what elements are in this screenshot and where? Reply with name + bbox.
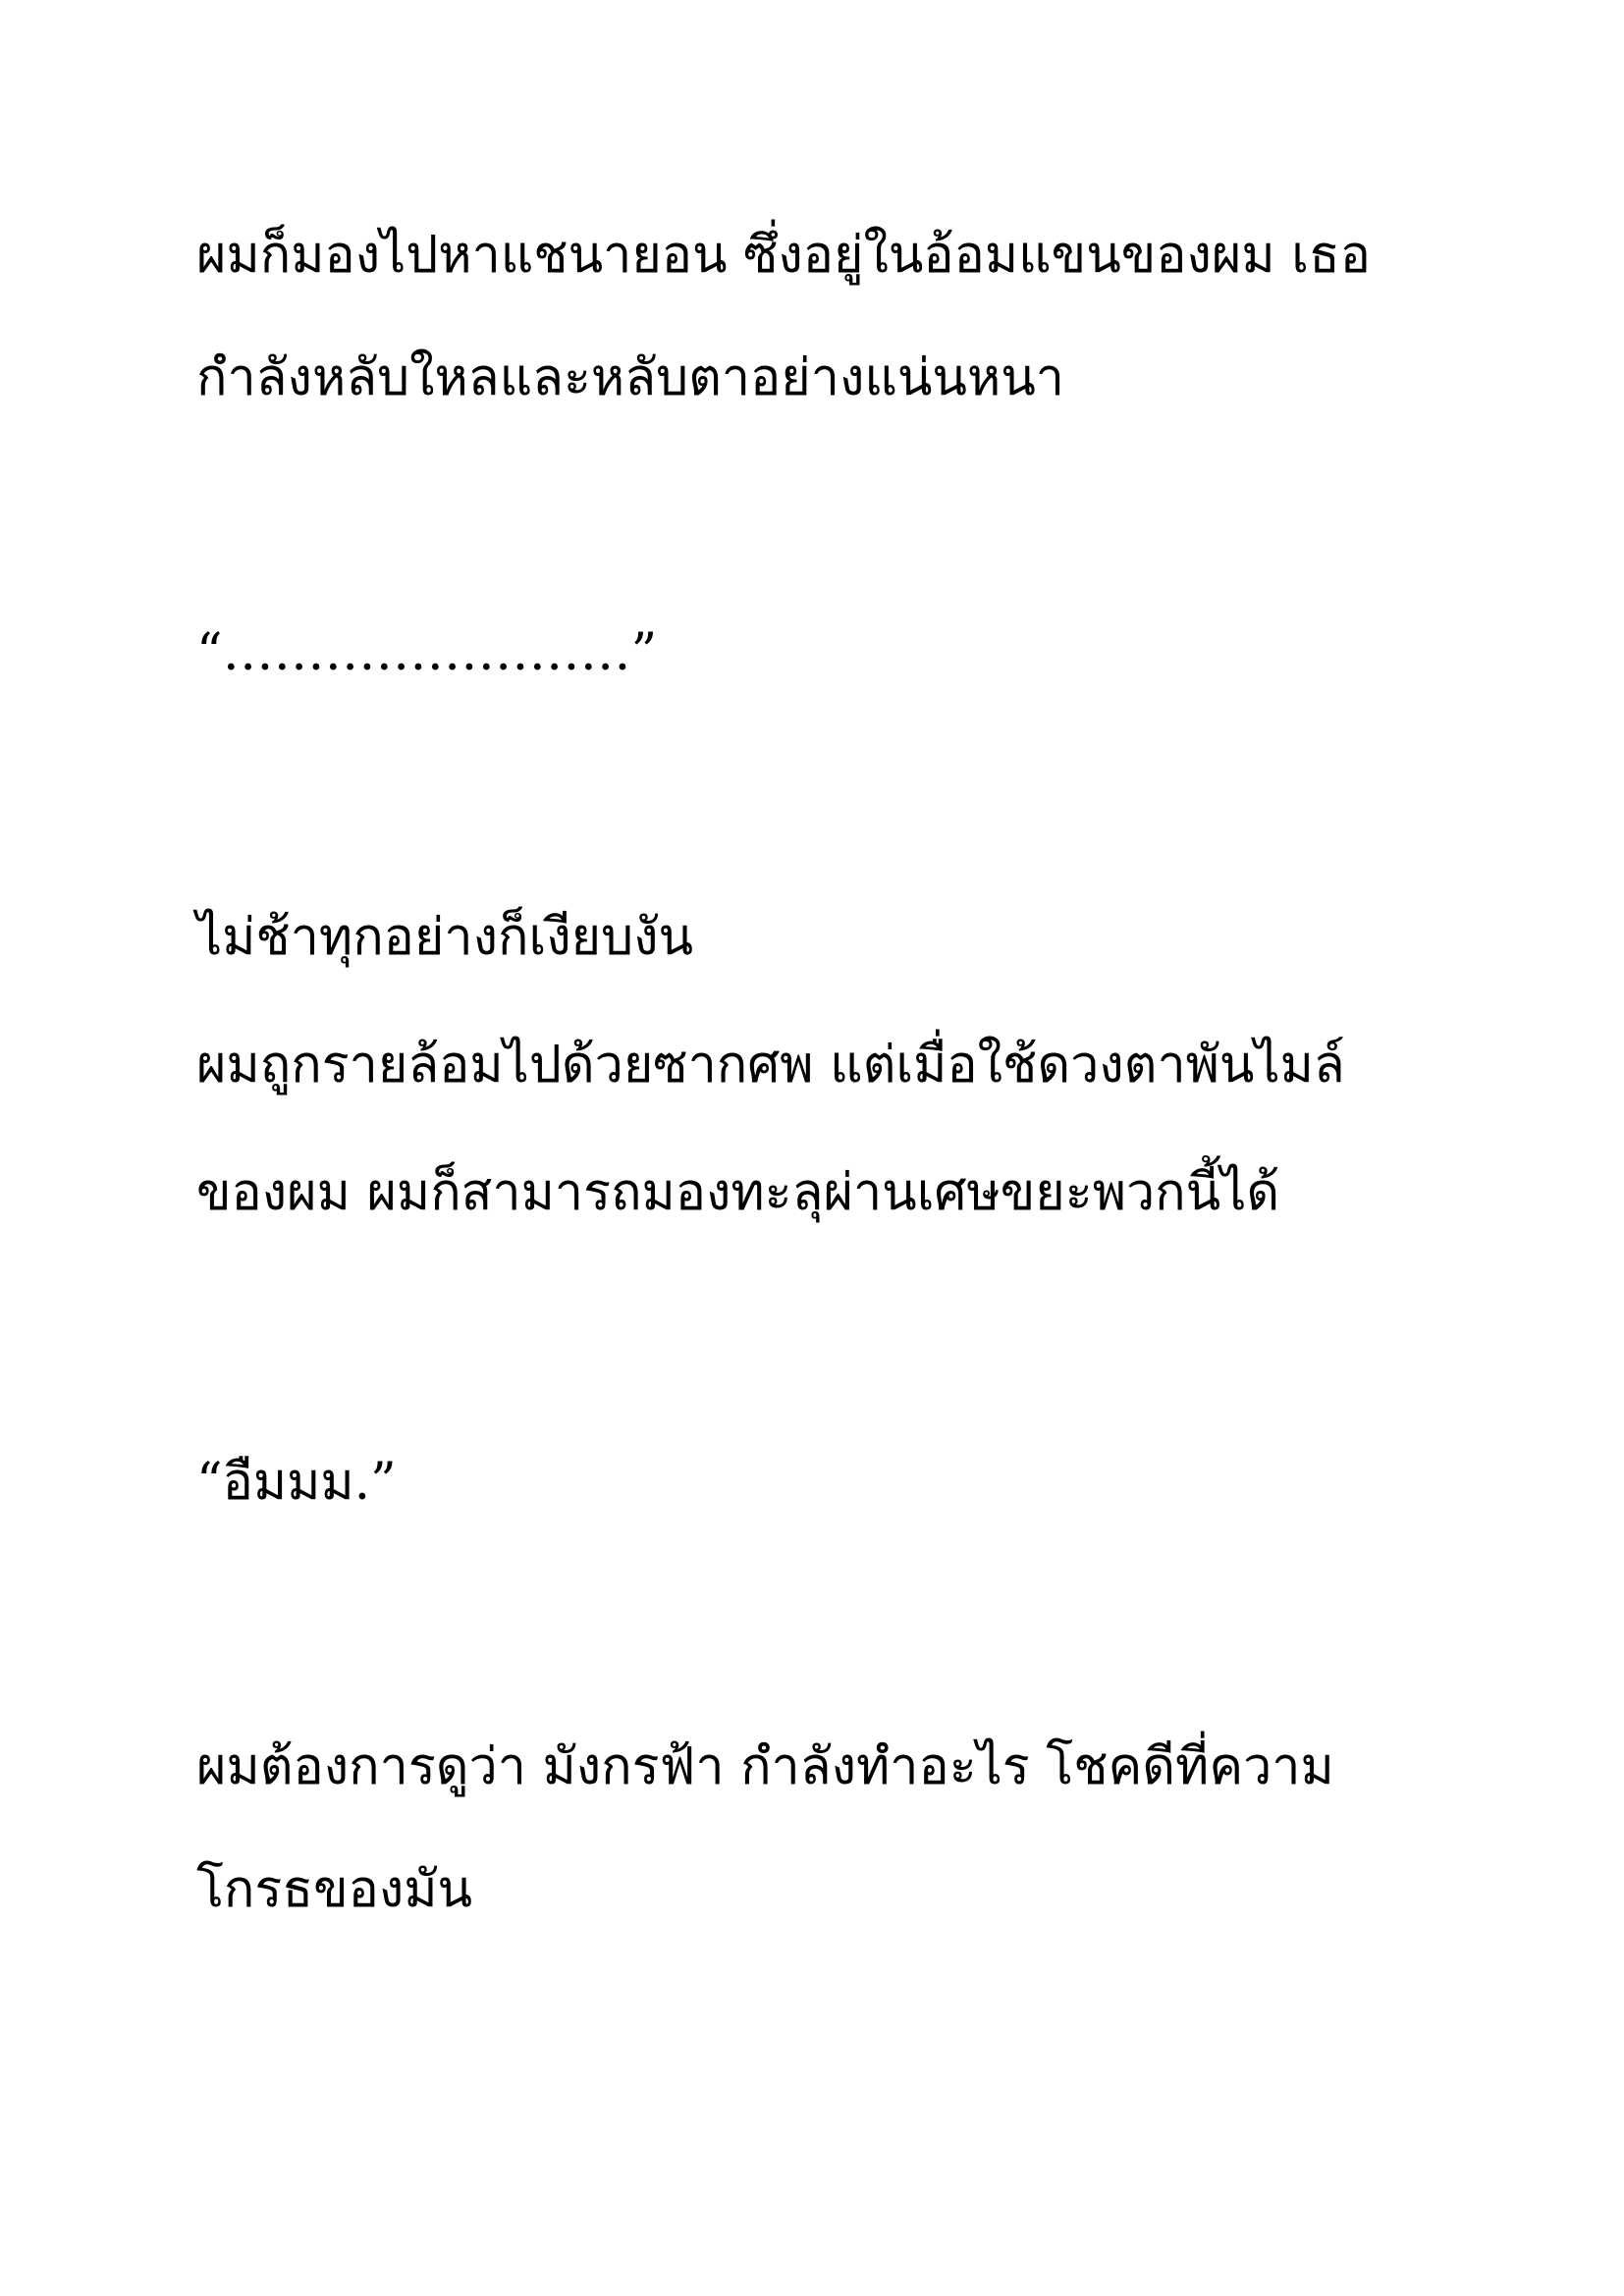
paragraph-line: ผมก็มองไปหาแชนายอน ซึ่งอยู่ในอ้อมแขนของผม เธอ xyxy=(196,226,1371,285)
paragraph-line: กำลังหลับใหลและหลับตาอย่างแน่นหนา xyxy=(196,348,1064,407)
paragraph-line: โกรธของมัน xyxy=(196,1860,473,1919)
paragraph-line: ผมต้องการดูว่า มังกรฟ้า กำลังทำอะไร โชคดีที่ความ xyxy=(196,1737,1334,1796)
dialogue-line: “……………………” xyxy=(196,623,658,682)
dialogue-line: “อืมมม.” xyxy=(196,1453,397,1512)
paragraph-line: ของผม ผมก็สามารถมองทะลุผ่านเศษขยะพวกนี้ได้ xyxy=(196,1163,1280,1222)
paragraph-line: ผมถูกรายล้อมไปด้วยซากศพ แต่เมื่อใช้ดวงตาพันไมล์ xyxy=(196,1036,1345,1095)
paragraph-line: ไม่ช้าทุกอย่างก็เงียบงัน xyxy=(196,908,694,967)
